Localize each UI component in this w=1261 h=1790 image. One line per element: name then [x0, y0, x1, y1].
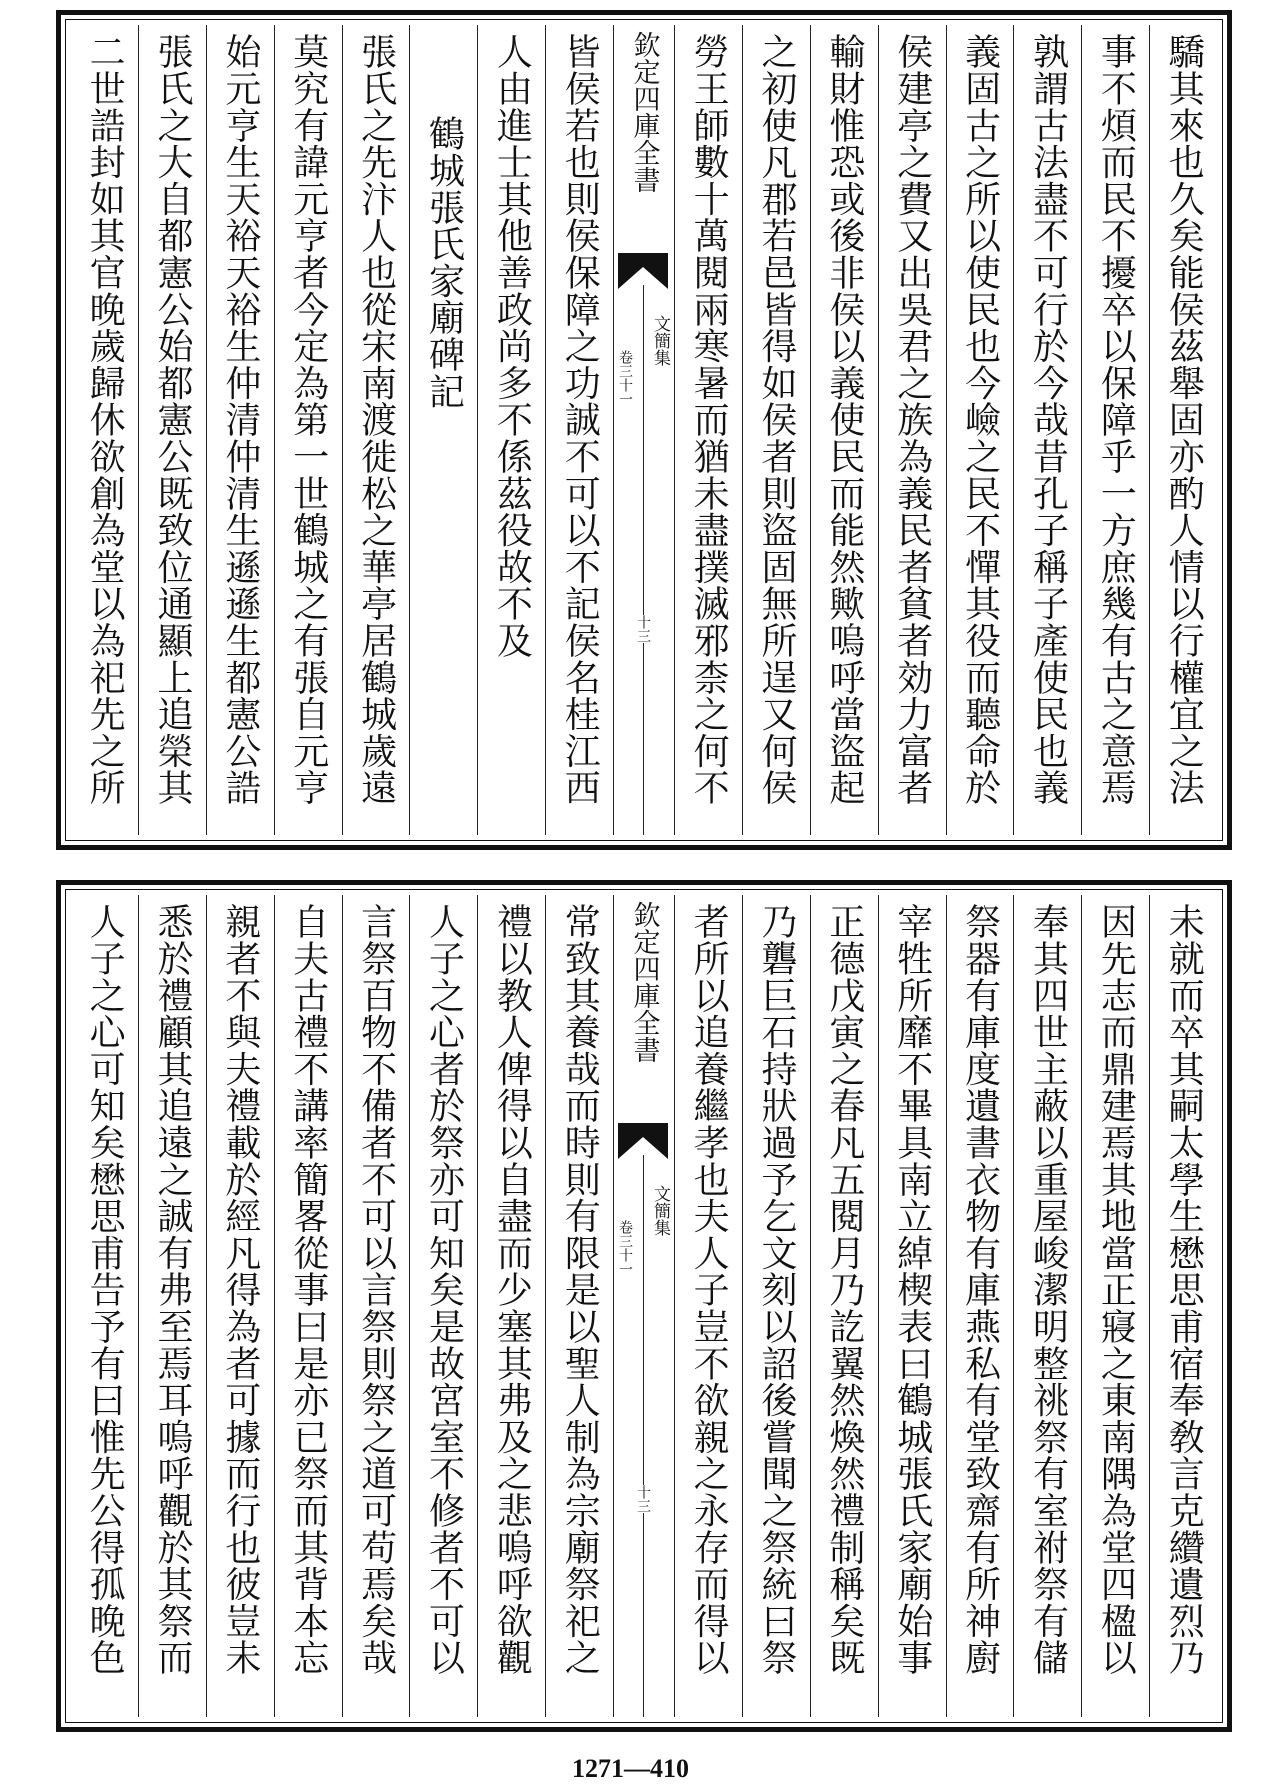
text-column: 始元亨生天裕天裕生仲清仲清生遜遜生都憲公誥: [206, 25, 274, 835]
text-column: 驕其來也久矣能侯茲舉固亦酌人情以行權宜之法: [1149, 25, 1217, 835]
text-column: 因先志而鼎建焉其地當正寢之東南隅為堂四楹以: [1081, 895, 1149, 1717]
text-column: 孰謂古法盡不可行於今哉昔孔子稱子產使民也義: [1013, 25, 1081, 835]
text-column: 皆侯若也則侯保障之功誠不可以不記侯名桂江西: [545, 25, 613, 835]
text-column: 人由進士其他善政尚多不係茲役故不及: [477, 25, 545, 835]
text-column: 侯建亭之費又出吳君之族為義民者貧者効力富者: [878, 25, 946, 835]
text-column: 張氏之先汴人也從宋南渡徙松之華亭居鶴城歲遠: [342, 25, 410, 835]
volume-label: 卷三十一: [617, 350, 633, 406]
page-number: 1271—410: [572, 1754, 689, 1783]
text-column: 親者不與夫禮載於經凡得為者可據而行也彼豈未: [206, 895, 274, 1717]
book-title: 文簡集: [650, 1185, 670, 1236]
book-title: 文簡集: [650, 315, 670, 366]
volume-label: 卷三十一: [617, 1220, 633, 1276]
collection-title: 欽定四庫全書: [628, 31, 660, 193]
text-column: 勞王師數十萬閱兩寒暑而猶未盡撲滅邪柰之何不: [674, 25, 742, 835]
text-column: 莫究有諱元亨者今定為第一世鶴城之有張自元亨: [274, 25, 342, 835]
center-fold: [613, 25, 674, 835]
text-column: 奉其四世主蔽以重屋峻潔明整祧祭有室祔祭有儲: [1013, 895, 1081, 1717]
text-column: 二世誥封如其官晚歲歸休欲創為堂以為祀先之所: [84, 33, 126, 806]
center-fold: [613, 895, 674, 1717]
text-column: 張氏之大自都憲公始都憲公既致位通顯上追榮其: [138, 25, 206, 835]
text-column: 人子之心者於祭亦可知矣是故宮室不修者不可以: [409, 895, 477, 1717]
text-column: 乃礱巨石持狀過予乞文刻以詔後嘗聞之祭統曰祭: [742, 895, 810, 1717]
text-column: 悉於禮顧其追遠之誠有弗至焉耳嗚呼觀於其祭而: [138, 895, 206, 1717]
text-column: 未就而卒其嗣太學生懋思甫宿奉敎言克纘遺烈乃: [1149, 895, 1217, 1717]
top-leaf-columns: [71, 25, 1217, 835]
text-column: 宰牲所靡不畢具南立綽楔表曰鶴城張氏家廟始事: [878, 895, 946, 1717]
text-column: 者所以追養繼孝也夫人子豈不欲親之永存而得以: [674, 895, 742, 1717]
text-column: 人子之心可知矣懋思甫告予有曰惟先公得孤晚色: [84, 903, 126, 1676]
top-leaf: [56, 10, 1232, 850]
text-column: 事不煩而民不擾卒以保障乎一方庶幾有古之意焉: [1081, 25, 1149, 835]
leaf-number: 十三: [635, 615, 651, 643]
text-column: 自夫古禮不講率簡畧從事曰是亦已祭而其背本忘: [274, 895, 342, 1717]
bottom-leaf-columns: [71, 895, 1217, 1717]
text-column: 祭器有庫度遺書衣物有庫燕私有堂致齋有所神廚: [946, 895, 1014, 1717]
text-column: 常致其養哉而時則有限是以聖人制為宗廟祭祀之: [545, 895, 613, 1717]
bottom-leaf: [56, 880, 1232, 1732]
text-column: 之初使凡郡若邑皆得如侯者則盜固無所逞又何侯: [742, 25, 810, 835]
text-column: 禮以教人俾得以自盡而少塞其弗及之悲嗚呼欲觀: [477, 895, 545, 1717]
leaf-number: 十三: [635, 1485, 651, 1513]
text-column: 正德戊寅之春凡五閱月乃訖翼然煥然禮制稱矣既: [810, 895, 878, 1717]
section-title: 鶴城張氏家廟碑記: [409, 25, 477, 835]
collection-title: 欽定四庫全書: [628, 901, 660, 1063]
text-column: 義固古之所以使民也今嶮之民不憚其役而聽命於: [946, 25, 1014, 835]
fold-line: [643, 1155, 644, 1717]
text-column: 言祭百物不備者不可以言祭則祭之道可苟焉矣哉: [342, 895, 410, 1717]
fold-line: [643, 285, 644, 835]
text-column: 輸財惟恐或後非侯以義使民而能然歟嗚呼當盜起: [810, 25, 878, 835]
